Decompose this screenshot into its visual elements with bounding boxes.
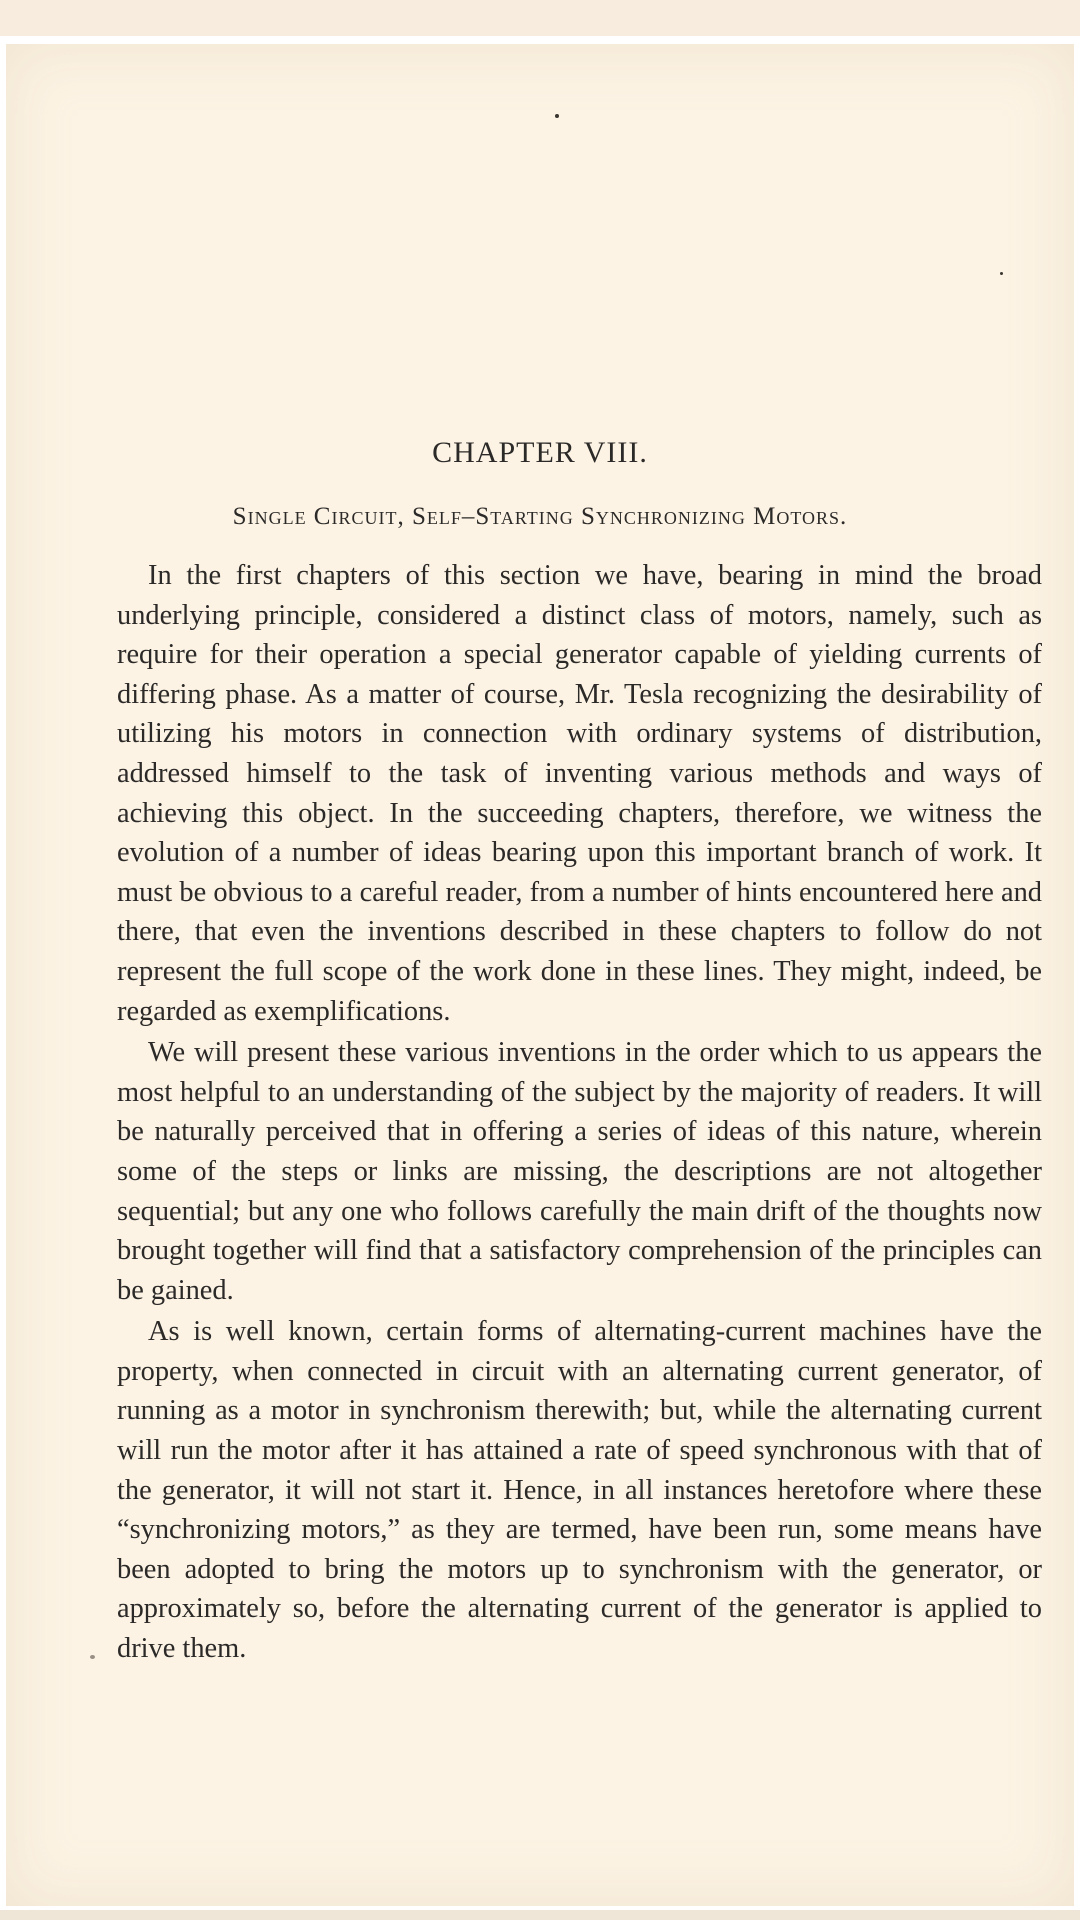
scan-top-margin [0, 0, 1080, 36]
paper-speck [1000, 272, 1003, 275]
body-paragraph: In the first chapters of this section we have, bearing in mind the broad underlying principle, considered a distinct class of motors, namely, such as require for their operation a special generator capable of yielding currents of differing phase. As a matter of course, Mr. Tesla recognizing the desirability of utilizing his motors in connection with ordinary systems of distribution, addressed himself to the task of inventing various methods and ways of achieving this object. In the succeeding chapters, therefore, we witness the evolution of a number of ideas bearing upon this important branch of work. It must be obvious to a careful reader, from a number of hints encountered here and there, that even the inventions described in these chapters to follow do not represent the full scope of the work done in these lines. They might, indeed, be regarded as exemplifications. [117, 560, 1042, 1027]
paper-speck [90, 1655, 95, 1659]
chapter-body [117, 556, 1042, 1669]
body-paragraph: We will present these various inventions in the order which to us appears the most helpful to an understanding of the subject by the majority of readers. It will be naturally perceived that in offering a series of ideas of this nature, wherein some of the steps or links are missing, the descriptions are not altogether sequential; but any one who follows carefully the main drift of the thoughts now brought together will find that a satisfactory comprehension of the principles can be gained. [117, 1037, 1042, 1306]
chapter-title: CHAPTER VIII. [432, 436, 648, 469]
scan-bottom-margin [0, 1910, 1080, 1920]
chapter-subtitle: Single Circuit, Self–Starting Synchronizing Motors. [232, 503, 848, 530]
body-paragraph: As is well known, certain forms of alternating-current machines have the property, when connected in circuit with an alternating current generator, of running as a motor in synchronism therewith; but, while the alternating current will run the motor after it has attained a rate of speed synchronous with that of the generator, it will not start it. Hence, in all instances heretofore where these “synchronizing motors,” as they are termed, have been run, some means have been adopted to bring the motors up to synchronism with the generator, or approximately so, before the alternating current of the generator is applied to drive them. [117, 1316, 1042, 1665]
paper-speck [555, 114, 559, 118]
